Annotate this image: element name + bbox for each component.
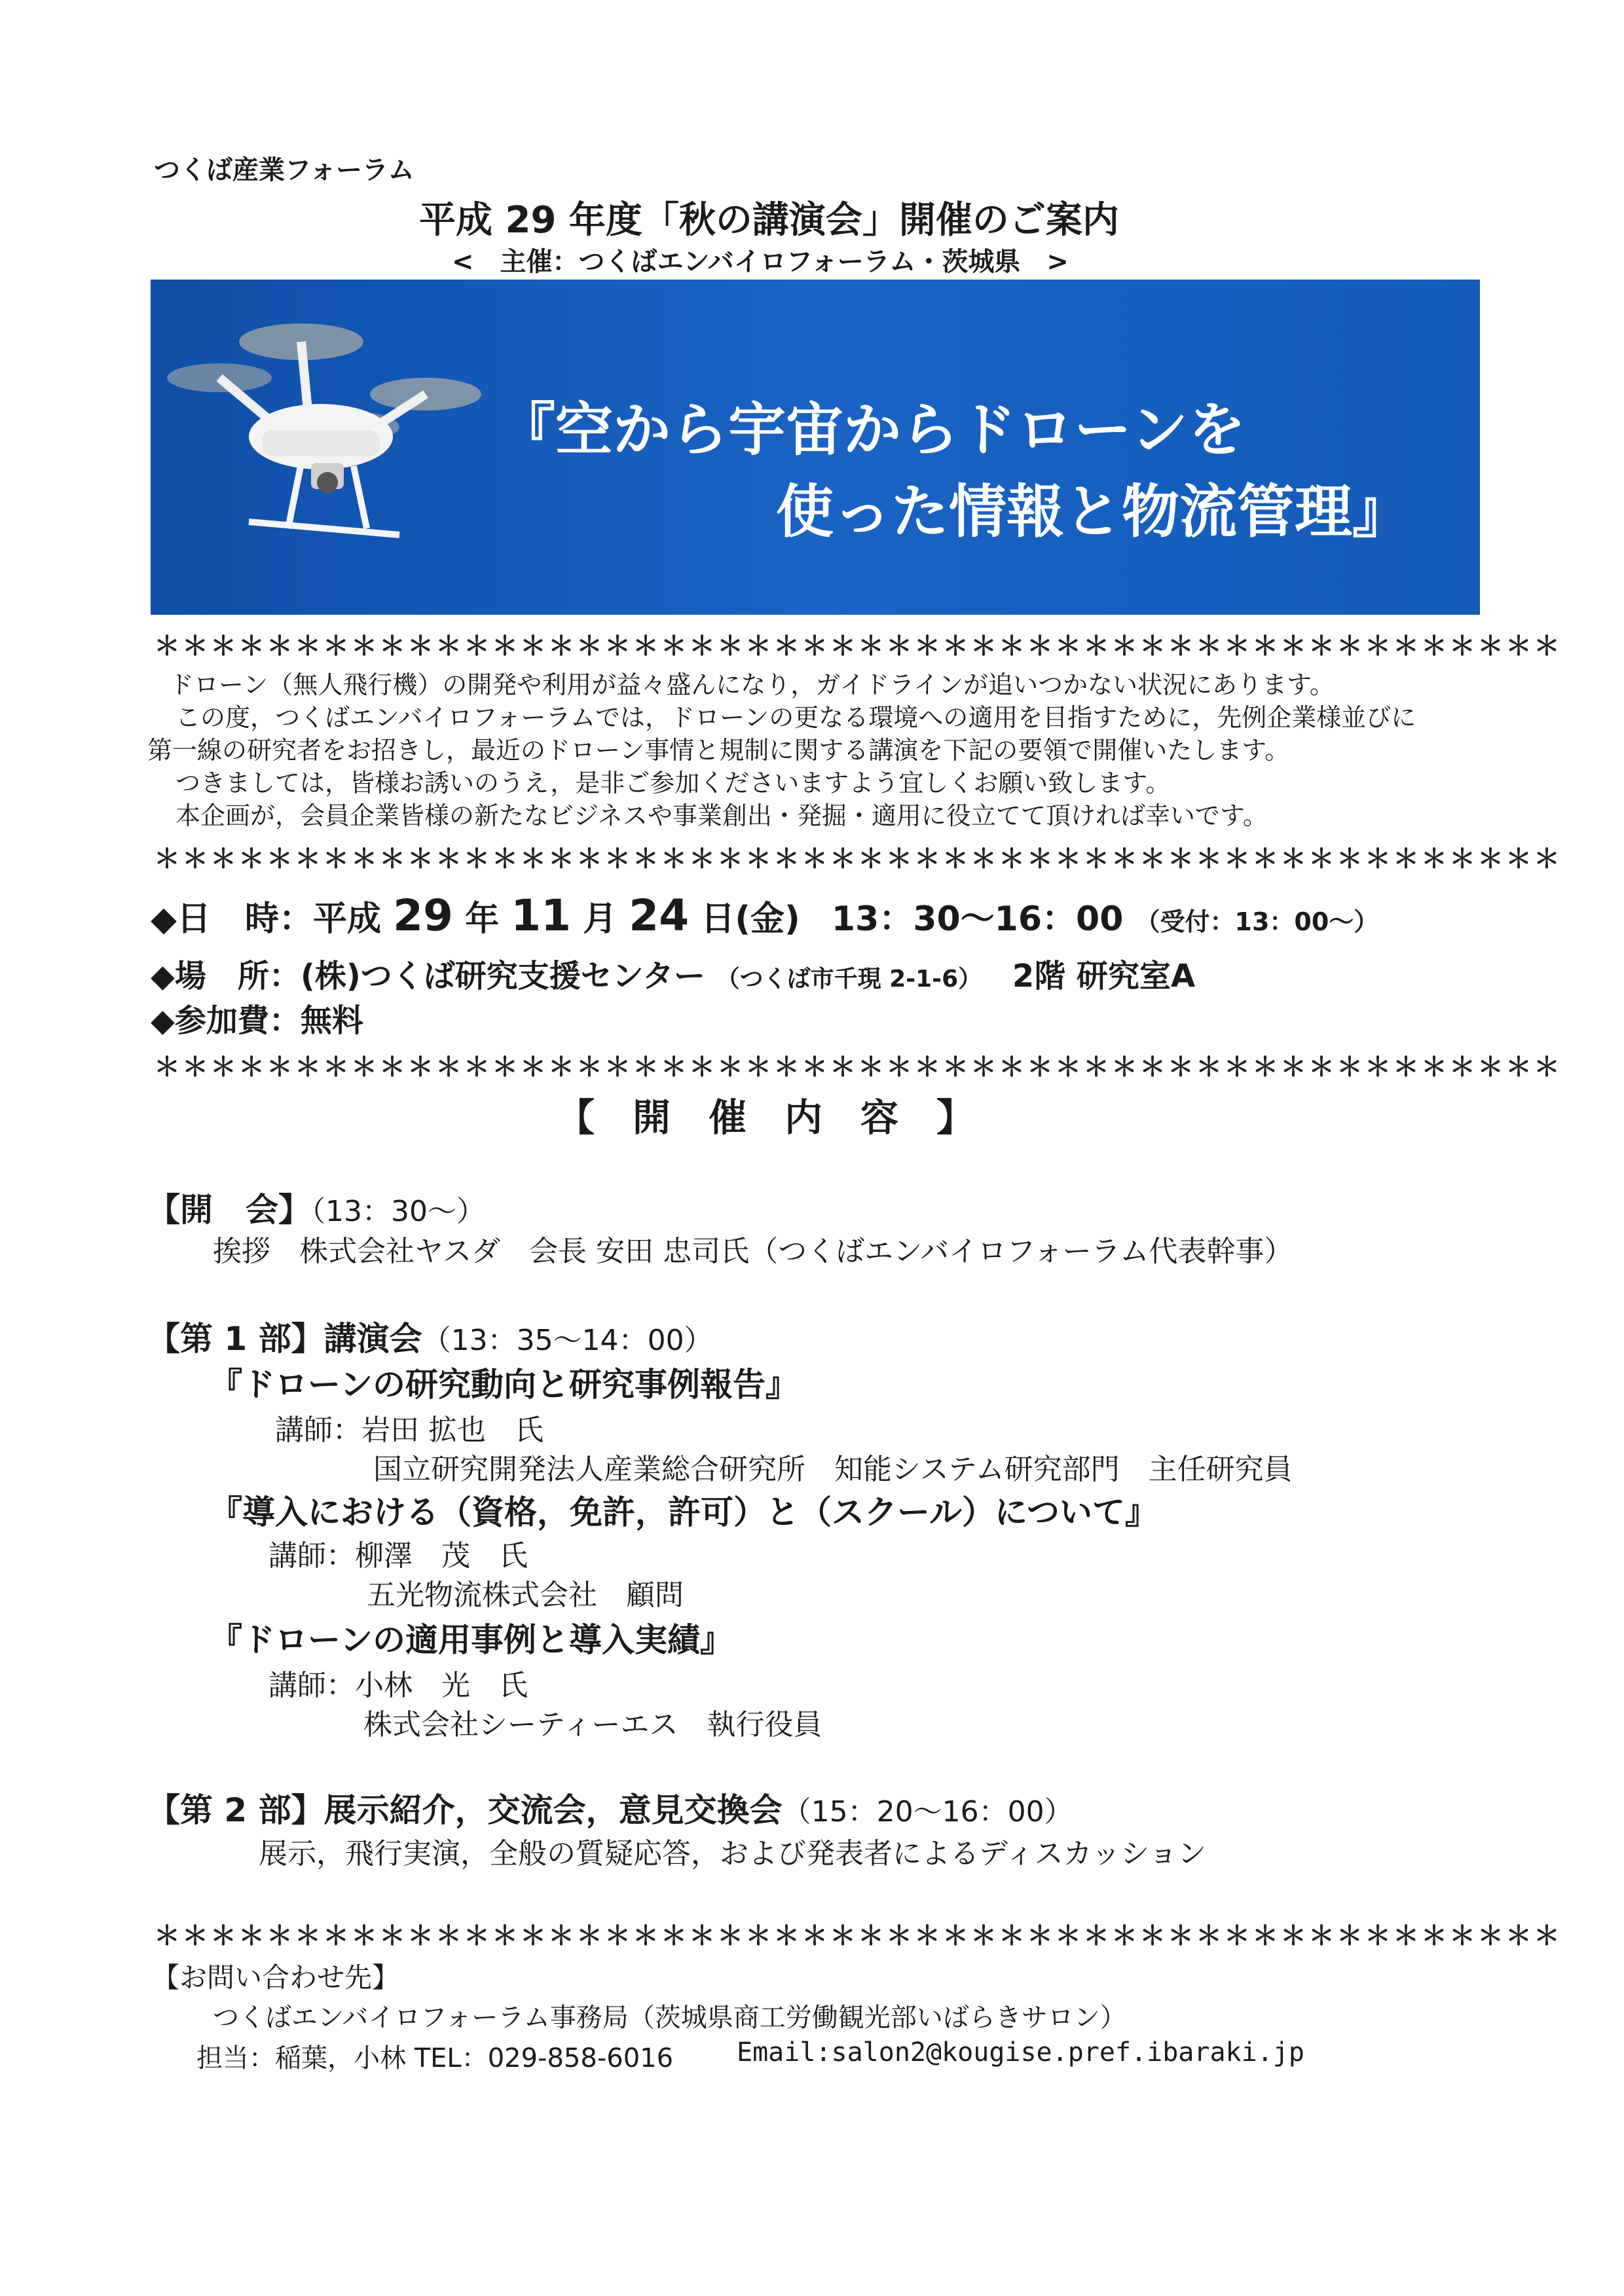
- place-row: [151, 951, 1195, 996]
- opening-head: 【開 会】: [147, 1191, 311, 1229]
- opening-header: [147, 1184, 485, 1231]
- part1-header: [147, 1313, 713, 1360]
- part2-time: （15：20〜16：00）: [782, 1795, 1073, 1829]
- place-address: （つくば市千現 2-1-6）: [716, 966, 982, 993]
- banner-line-1: 『空から宇宙からドローンを: [498, 396, 1246, 464]
- host-line: < 主催：つくばエンバイロフォーラム・茨城県 >: [452, 247, 1069, 277]
- date-year: 29: [393, 890, 453, 941]
- banner-line-2: 使った情報と物流管理』: [776, 478, 1411, 545]
- date-label: ◆日 時：平成: [151, 900, 381, 939]
- talk-speaker: 講師：小林 光 氏: [268, 1669, 528, 1702]
- date-day-unit: 日(金): [701, 900, 800, 939]
- intro-line: ドローン（無人飛行機）の開発や利用が益々盛んになり，ガイドラインが追いつかない状況にあります。: [169, 670, 1335, 699]
- part1-head: 【第 1 部】講演会: [147, 1320, 422, 1358]
- date-month-unit: 月: [583, 900, 618, 939]
- date-day: 24: [629, 890, 690, 941]
- talk-title: 『ドローンの研究動向と研究事例報告』: [210, 1366, 798, 1404]
- contact-email[interactable]: Email:salon2@kougise.pref.ibaraki.jp: [737, 2037, 1304, 2068]
- star-divider: ＊＊＊＊＊＊＊＊＊＊＊＊＊＊＊＊＊＊＊＊＊＊＊＊＊＊＊＊＊＊＊＊＊＊＊＊＊＊＊＊＊＊＊＊＊＊＊＊＊＊: [154, 1921, 1562, 1951]
- banner: [151, 280, 1480, 615]
- star-divider: ＊＊＊＊＊＊＊＊＊＊＊＊＊＊＊＊＊＊＊＊＊＊＊＊＊＊＊＊＊＊＊＊＊＊＊＊＊＊＊＊＊＊＊＊＊＊＊＊＊＊: [154, 1052, 1562, 1082]
- talk-title: 『ドローンの適用事例と導入実績』: [210, 1621, 733, 1659]
- contact-header: 【お問い合わせ先】: [152, 1961, 400, 1994]
- intro-line: つきましては，皆様お誘いのうえ，是非ご参加くださいますよう宜しくお願い致します。: [175, 769, 1171, 797]
- page-title: 平成 29 年度「秋の講演会」開催のご案内: [419, 199, 1119, 242]
- intro-line: この度，つくばエンバイロフォーラムでは，ドローンの更なる環境への適用を目指すために，先例企業様並びに: [175, 703, 1416, 732]
- part2-head: 【第 2 部】展示紹介，交流会，意見交換会: [147, 1791, 783, 1829]
- part2-header: [147, 1784, 1073, 1831]
- date-reception: （受付：13：00〜）: [1135, 907, 1379, 936]
- drone-icon: [151, 280, 491, 615]
- part2-line: 展示，飛行実演，全般の質疑応答，および発表者によるディスカッション: [259, 1837, 1207, 1870]
- star-divider: ＊＊＊＊＊＊＊＊＊＊＊＊＊＊＊＊＊＊＊＊＊＊＊＊＊＊＊＊＊＊＊＊＊＊＊＊＊＊＊＊＊＊＊＊＊＊＊＊＊＊: [154, 631, 1562, 661]
- opening-line: 挨拶 株式会社ヤスダ 会長 安田 忠司氏（つくばエンバイロフォーラム代表幹事）: [213, 1235, 1293, 1268]
- talk-affiliation: 国立研究開発法人産業総合研究所 知能システム研究部門 主任研究員: [373, 1453, 1293, 1486]
- program-title: 【 開 催 内 容 】: [557, 1095, 975, 1140]
- date-row: [151, 890, 1378, 941]
- part1-time: （13：35〜14：00）: [422, 1324, 713, 1357]
- contact-person: 担当：稲葉，小林 TEL：029-858-6016: [196, 2043, 674, 2073]
- opening-time: （13：30〜）: [311, 1195, 485, 1228]
- intro-line: 本企画が，会員企業皆様の新たなビジネスや事業創出・発掘・適用に役立てて頂ければ幸いです。: [175, 801, 1268, 830]
- place-room: 2階 研究室A: [1012, 958, 1196, 994]
- contact-office: つくばエンバイロフォーラム事務局（茨城県商工労働観光部いばらきサロン）: [213, 2003, 1126, 2033]
- organizer-name: つくば産業フォーラム: [154, 155, 415, 185]
- date-month: 11: [511, 890, 572, 941]
- date-year-unit: 年: [465, 900, 500, 939]
- fee-row: ◆参加費：無料: [151, 1002, 363, 1039]
- talk-speaker: 講師：岩田 拡也 氏: [275, 1413, 544, 1447]
- date-time: 13：30〜16：00: [831, 900, 1124, 939]
- talk-speaker: 講師：柳澤 茂 氏: [268, 1539, 528, 1573]
- intro-line: 第一線の研究者をお招きし，最近のドローン事情と規制に関する講演を下記の要領で開催いたします。: [147, 736, 1290, 765]
- talk-affiliation: 株式会社シーティーエス 執行役員: [363, 1708, 822, 1741]
- star-divider: ＊＊＊＊＊＊＊＊＊＊＊＊＊＊＊＊＊＊＊＊＊＊＊＊＊＊＊＊＊＊＊＊＊＊＊＊＊＊＊＊＊＊＊＊＊＊＊＊＊＊: [154, 844, 1562, 874]
- talk-affiliation: 五光物流株式会社 顧問: [367, 1578, 684, 1612]
- place-label: ◆場 所：(株)つくば研究支援センター: [151, 958, 705, 994]
- talk-title: 『導入における（資格，免許，許可）と（スクール）について』: [210, 1493, 1158, 1531]
